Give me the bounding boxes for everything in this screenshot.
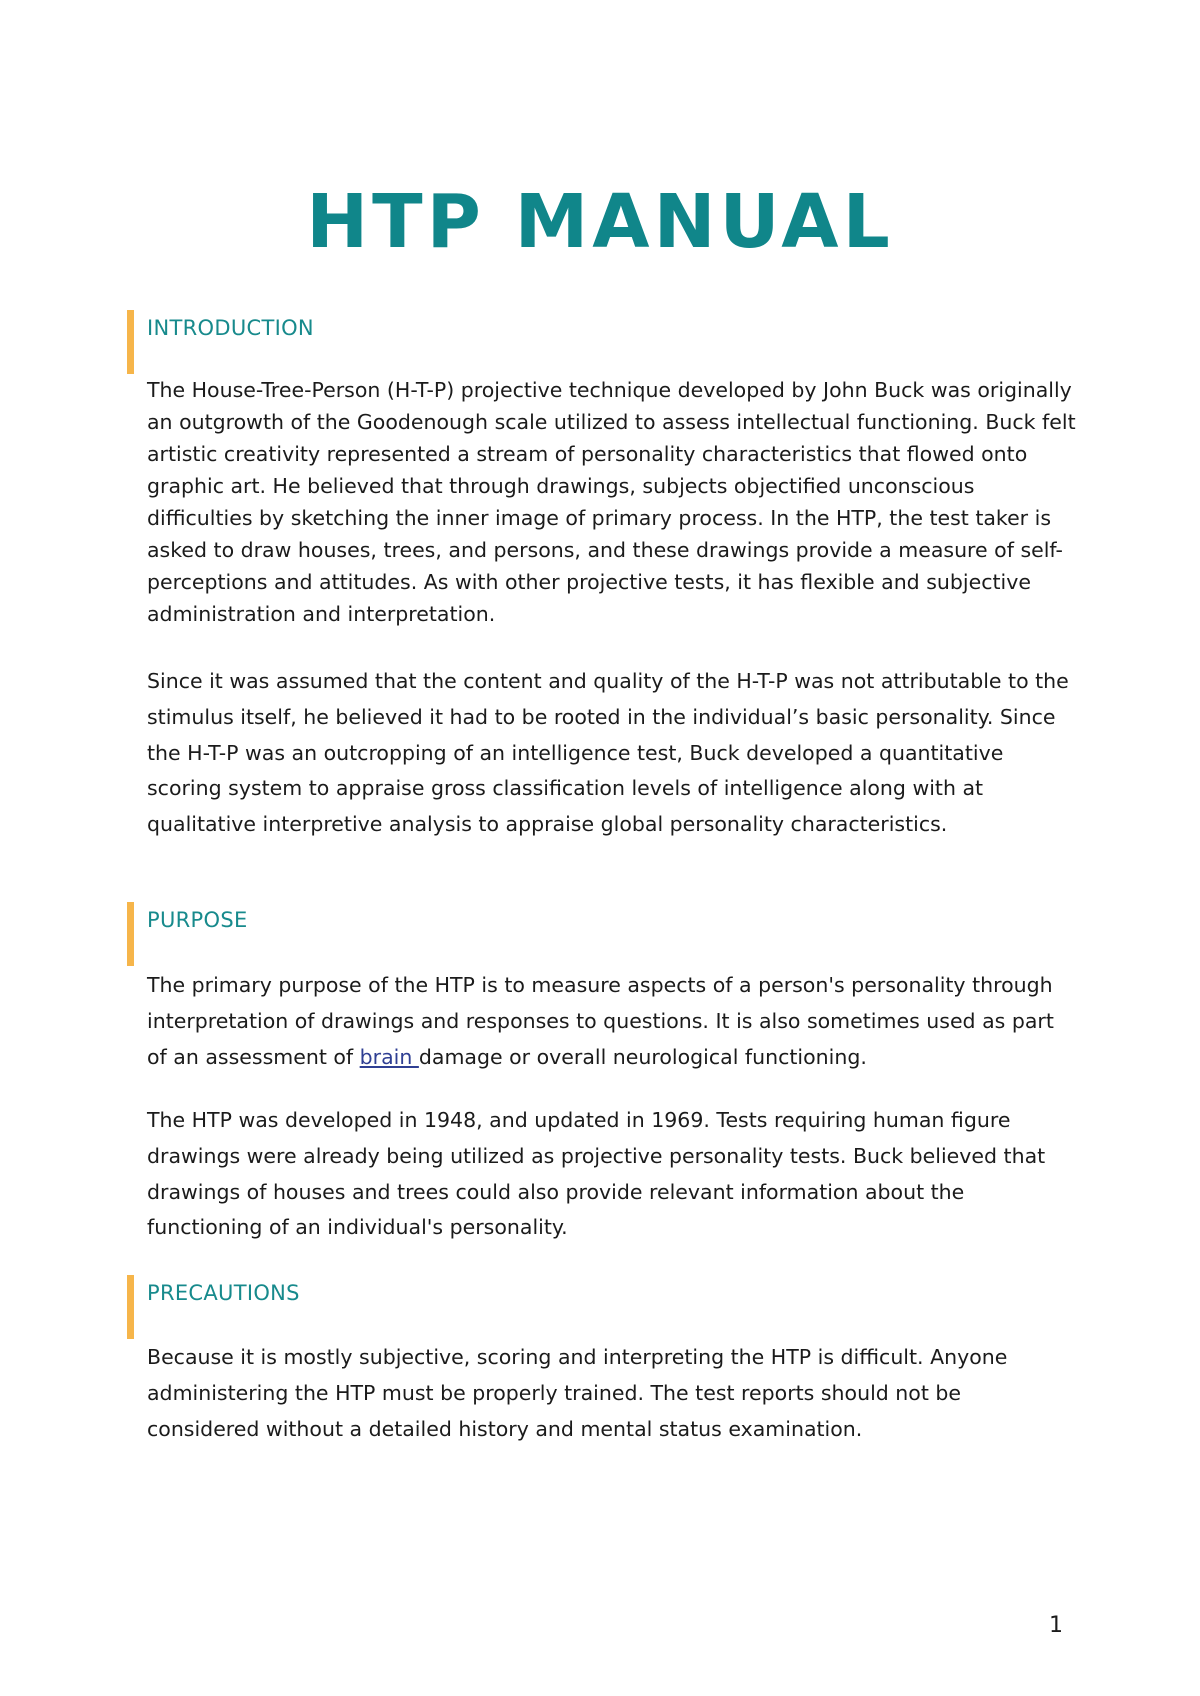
purpose-text-after-link: damage or overall neurological functioning. <box>418 1044 867 1069</box>
purpose-paragraph-1 <box>147 968 1077 1075</box>
precautions-paragraph-1: Because it is mostly subjective, scoring and interpreting the HTP is difficult. Anyone administering the HTP must be properly trained. The test reports should not be considered without a detailed history and mental status examination. <box>147 1345 1008 1441</box>
purpose-text-before-link: The primary purpose of the HTP is to measure aspects of a person's personality through interpretation of drawings and responses to questions. It is also sometimes used as part of an assessment of <box>147 973 1054 1069</box>
heading-precautions-label: PRECAUTIONS <box>147 1281 300 1305</box>
brain-link[interactable]: brain <box>359 1044 419 1069</box>
page-number: 1 <box>1049 1613 1063 1638</box>
section-heading-purpose <box>127 902 827 966</box>
section-heading-precautions <box>127 1275 827 1339</box>
heading-purpose-label: PURPOSE <box>147 908 248 932</box>
introduction-paragraph-1: The House-Tree-Person (H-T-P) projective technique developed by John Buck was originally an outgrowth of the Goodenough scale utilized to assess intellectual functioning. Buck felt artistic creativity represented a stream of personality characteristics that flowed onto graphic art. He believed that through drawings, subjects objectified unconscious difficulties by sketching the inner image of primary process. In the HTP, the test taker is asked to draw houses, trees, and persons, and these drawings provide a measure of self-perceptions and attitudes. As with other projective tests, it has flexible and subjective administration and interpretation. <box>147 378 1076 626</box>
heading-introduction-label: INTRODUCTION <box>147 316 314 340</box>
section-heading-introduction <box>127 310 827 374</box>
heading-accent-bar <box>127 310 134 374</box>
purpose-paragraph-2: The HTP was developed in 1948, and updated in 1969. Tests requiring human figure drawings were already being utilized as projective personality tests. Buck believed that drawings of houses and trees could also provide relevant information about the functioning of an individual's personality. <box>147 1108 1046 1240</box>
heading-accent-bar <box>127 1275 134 1339</box>
document-title: HTP MANUAL <box>306 179 894 265</box>
heading-accent-bar <box>127 902 134 966</box>
introduction-paragraph-2: Since it was assumed that the content and quality of the H-T-P was not attributable to the stimulus itself, he believed it had to be rooted in the individual’s basic personality. Since the H-T-P was an outcropping of an intelligence test, Buck developed a quantitative scoring system to appraise gross classification levels of intelligence along with at qualitative interpretive analysis to appraise global personality characteristics. <box>147 669 1069 837</box>
